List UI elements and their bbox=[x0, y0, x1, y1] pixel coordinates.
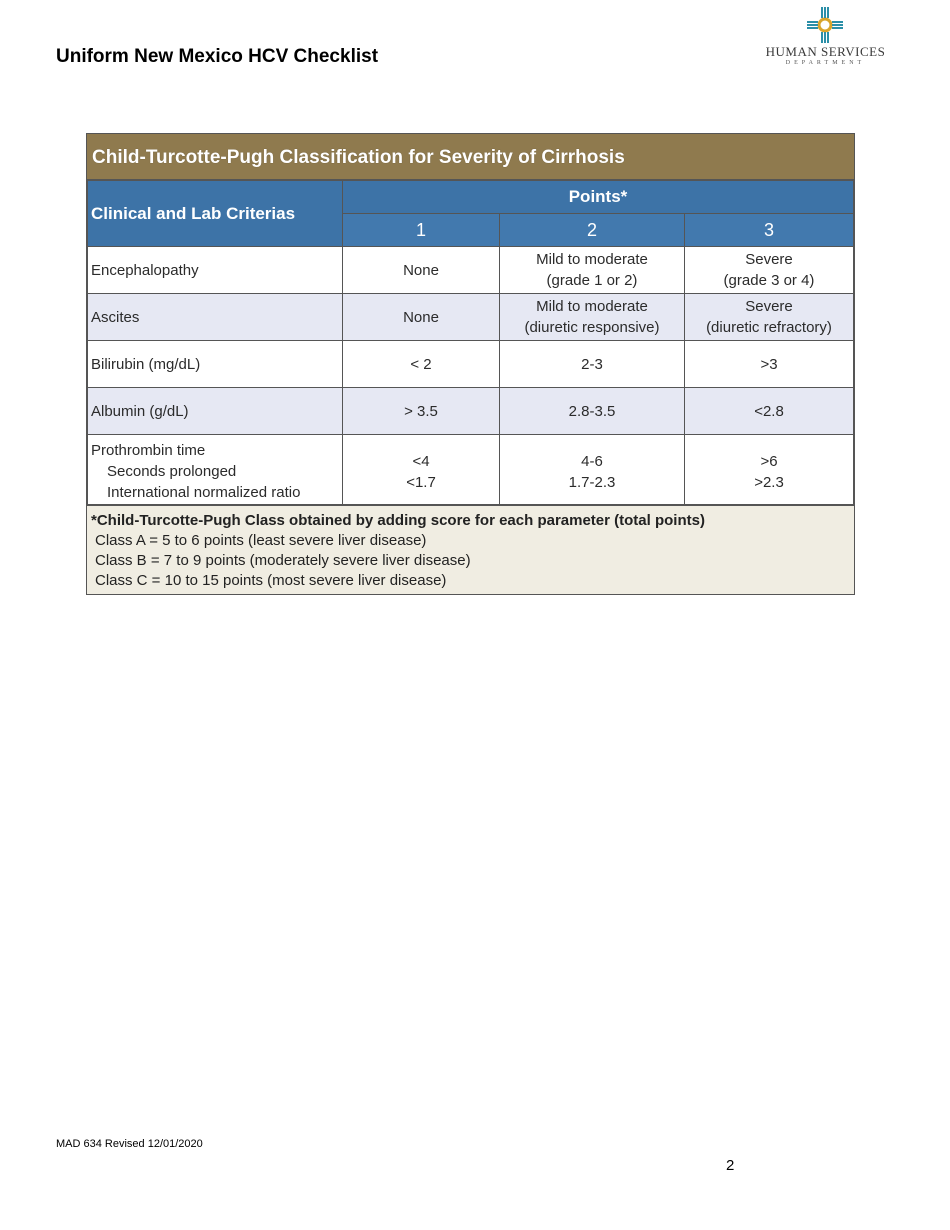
row-label: Albumin (g/dL) bbox=[88, 388, 343, 435]
cell-point-2: 2-3 bbox=[500, 341, 685, 388]
document-title: Uniform New Mexico HCV Checklist bbox=[56, 46, 379, 67]
footnote-class-b: Class B = 7 to 9 points (moderately severe liver disease) bbox=[95, 552, 471, 569]
prothrombin-label: Prothrombin time bbox=[91, 442, 206, 459]
table-footnote bbox=[87, 505, 854, 594]
cell-point-1: None bbox=[343, 247, 500, 294]
points-column-3: 3 bbox=[685, 214, 854, 247]
criteria-header: Clinical and Lab Criterias bbox=[88, 181, 343, 247]
logo-subtext: DEPARTMENT bbox=[785, 60, 866, 66]
points-header: Points* bbox=[343, 181, 854, 214]
revision-note: MAD 634 Revised 12/01/2020 bbox=[56, 1138, 203, 1150]
row-label: Encephalopathy bbox=[88, 247, 343, 294]
page-number: 2 bbox=[726, 1157, 735, 1174]
points-column-2: 2 bbox=[500, 214, 685, 247]
ctp-classification-table bbox=[86, 133, 855, 595]
hsd-logo bbox=[758, 6, 893, 68]
cell-point-1: < 2 bbox=[343, 341, 500, 388]
cell-point-2: 2.8-3.5 bbox=[500, 388, 685, 435]
cell-point-1: > 3.5 bbox=[343, 388, 500, 435]
table-title: Child-Turcotte-Pugh Classification for Severity of Cirrhosis bbox=[87, 134, 854, 180]
cell-point-3: >6 >2.3 bbox=[685, 435, 854, 505]
footnote-class-a: Class A = 5 to 6 points (least severe liver disease) bbox=[95, 532, 427, 549]
cell-point-3: >3 bbox=[685, 341, 854, 388]
row-label: Bilirubin (mg/dL) bbox=[88, 341, 343, 388]
cell-point-1: <4 <1.7 bbox=[343, 435, 500, 505]
table-row-encephalopathy bbox=[88, 247, 854, 294]
table-row-ascites bbox=[88, 294, 854, 341]
cell-point-3: Severe (diuretic refractory) bbox=[685, 294, 854, 341]
footnote-class-c: Class C = 10 to 15 points (most severe liver disease) bbox=[95, 572, 447, 589]
footnote-heading: *Child-Turcotte-Pugh Class obtained by adding score for each parameter (total points) bbox=[91, 512, 705, 529]
logo-text: HUMAN SERVICES bbox=[765, 44, 886, 59]
table-row-albumin bbox=[88, 388, 854, 435]
cell-point-2: Mild to moderate (diuretic responsive) bbox=[500, 294, 685, 341]
cell-point-1: None bbox=[343, 294, 500, 341]
cell-point-2: 4-6 1.7-2.3 bbox=[500, 435, 685, 505]
cell-point-3: <2.8 bbox=[685, 388, 854, 435]
table-row-bilirubin bbox=[88, 341, 854, 388]
prothrombin-sub-inr: International normalized ratio bbox=[107, 484, 301, 501]
row-label: Ascites bbox=[88, 294, 343, 341]
cell-point-2: Mild to moderate (grade 1 or 2) bbox=[500, 247, 685, 294]
table-row-prothrombin bbox=[88, 435, 854, 505]
cell-point-3: Severe (grade 3 or 4) bbox=[685, 247, 854, 294]
zia-sun-icon bbox=[806, 6, 844, 44]
row-label bbox=[88, 435, 343, 505]
prothrombin-sub-seconds: Seconds prolonged bbox=[107, 463, 237, 480]
points-column-1: 1 bbox=[343, 214, 500, 247]
